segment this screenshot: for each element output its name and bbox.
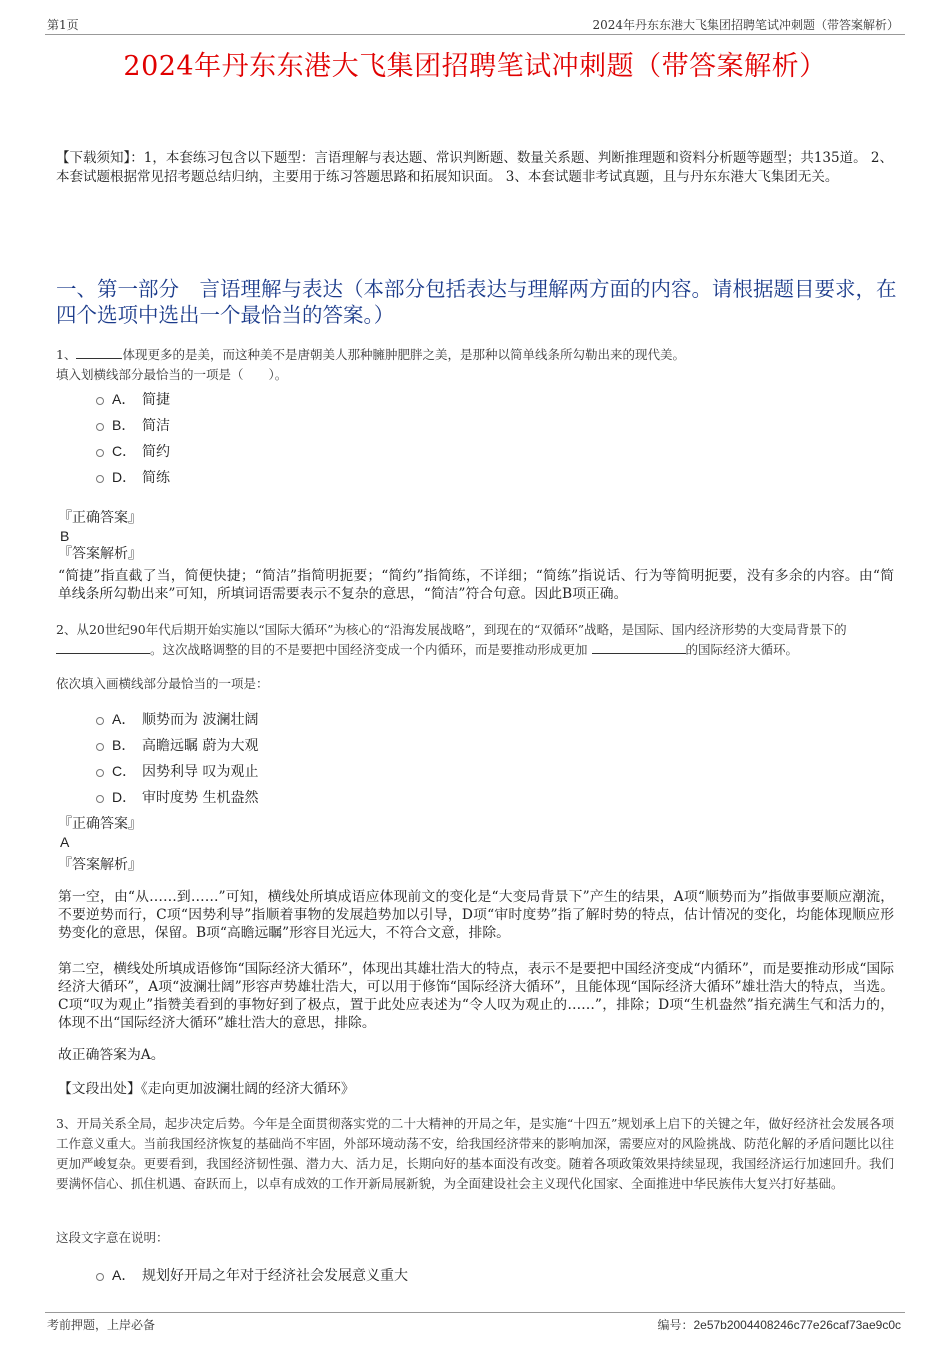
footer-slogan: 考前押题，上岸必备 bbox=[47, 1318, 156, 1332]
question-2-answer bbox=[58, 815, 893, 851]
question-number: 1、 bbox=[56, 347, 77, 362]
question-2-options bbox=[96, 706, 596, 810]
analysis-label: 『答案解析』 bbox=[58, 857, 142, 873]
question-3-stem: 3、开局关系全局，起步决定后势。今年是全面贯彻落实党的二十大精神的开局之年，是实施“十四五”规划承上启下的关键之年，做好经济社会发展各项工作意义重大。当前我国经济恢复的基础尚不牢固，外部环境动荡不安，给我国经济带来的影响加深，需要应对的风险挑战、防范化解的矛盾问题比以往更加严峻复杂。更要看到，我国经济韧性强、潜力大、活力足，长期向好的基本面没有改变。随着各项政策效果持续显现，我国经济运行加速回升。我们要满怀信心、抓住机遇、奋跃而上，以卓有成效的工作开新局展新貌，为全面建设社会主义现代化国家、全面推进中华民族伟大复兴打好基础。 bbox=[56, 1116, 894, 1191]
section-heading: 一、第一部分 言语理解与表达（本部分包括表达与理解两方面的内容。请根据题目要求，在四个选项中选出一个最恰当的答案。） bbox=[56, 277, 897, 327]
question-3-instruction: 这段文字意在说明： bbox=[56, 1230, 169, 1245]
page-header bbox=[45, 14, 905, 35]
radio-icon[interactable] bbox=[96, 743, 104, 751]
correct-answer-value: B bbox=[60, 528, 70, 544]
option-a[interactable]: A． 简捷 bbox=[96, 386, 596, 412]
option-c[interactable]: C． 因势利导 叹为观止 bbox=[96, 758, 596, 784]
page-number: 第1页 bbox=[47, 18, 79, 32]
option-b[interactable]: B． 简洁 bbox=[96, 412, 596, 438]
page-footer bbox=[45, 1312, 905, 1335]
option-b[interactable]: B． 高瞻远瞩 蔚为大观 bbox=[96, 732, 596, 758]
correct-answer-label: 『正确答案』 bbox=[58, 510, 142, 526]
question-1-analysis: “简捷”指直截了当，简便快捷；“简洁”指简明扼要；“简约”指简练，不详细；“简练”指说话、行为等简明扼要，没有多余的内容。由“简单线条所勾勒出来”可知，所填词语需要表示不复杂的意思，“简洁”符合句意。因此B项正确。 bbox=[58, 568, 894, 602]
question-2-analysis-2: 第二空，横线处所填成语修饰“国际经济大循环”，体现出其雄壮浩大的特点，表示不是要把中国经济变成“内循环”，而是要推动形成“国际经济大循环”，A项“波澜壮阔”形容声势雄壮浩大，可以用于修饰“国际经济大循环”，且能体现“国际经济大循环”雄壮浩大的特点，当选。C项“叹为观止”指赞美看到的事物好到了极点，置于此处应表述为“令人叹为观止的……”，排除；D项“生机盎然”指充满生气和活力的，体现不出“国际经济大循环”雄壮浩大的意思，排除。 bbox=[58, 961, 894, 1031]
question-instruction: 填入划横线部分最恰当的一项是（ ）。 bbox=[56, 367, 288, 382]
question-1-answer bbox=[58, 509, 893, 563]
fill-blank bbox=[592, 640, 686, 654]
fill-blank bbox=[56, 640, 150, 654]
option-a[interactable]: A． 顺势而为 波澜壮阔 bbox=[96, 706, 596, 732]
radio-icon[interactable] bbox=[96, 795, 104, 803]
radio-icon[interactable] bbox=[96, 769, 104, 777]
correct-answer-label: 『正确答案』 bbox=[58, 816, 142, 832]
question-3-options bbox=[96, 1262, 596, 1288]
radio-icon[interactable] bbox=[96, 717, 104, 725]
question-2-analysis-1: 第一空，由“从……到……”可知，横线处所填成语应体现前文的变化是“大变局背景下”产生的结果，A项“顺势而为”指做事要顺应潮流，不要逆势而行，C项“因势利导”指顺着事物的发展趋势加以引导，D项“审时度势”指了解时势的特点，估计情况的变化，均能体现顺应形势变化的意思，保留。B项“高瞻远瞩”形容目光远大，不符合文意，排除。 bbox=[58, 889, 894, 941]
option-c[interactable]: C． 简约 bbox=[96, 438, 596, 464]
document-code: 编号：2e57b2004408246c77e26caf73ae9c0c bbox=[657, 1318, 901, 1332]
radio-icon[interactable] bbox=[96, 397, 104, 405]
question-2-conclusion: 故正确答案为A。 bbox=[58, 1047, 165, 1063]
analysis-label: 『答案解析』 bbox=[58, 546, 142, 562]
question-2-source: 【文段出处】《走向更加波澜壮阔的经济大循环》 bbox=[58, 1081, 355, 1097]
question-2-instruction: 依次填入画横线部分最恰当的一项是： bbox=[56, 676, 269, 691]
radio-icon[interactable] bbox=[96, 475, 104, 483]
radio-icon[interactable] bbox=[96, 449, 104, 457]
download-notice: 【下载须知】：1，本套练习包含以下题型：言语理解与表达题、常识判断题、数量关系题、判断推理题和资料分析题等题型；共135道。 2、本套试题根据常见招考题总结归纳，主要用于练习答题思路和拓展知识面。 3、本套试题非考试真题，且与丹东东港大飞集团无关。 bbox=[56, 150, 893, 185]
radio-icon[interactable] bbox=[96, 1273, 104, 1281]
option-a[interactable]: A． 规划好开局之年对于经济社会发展意义重大 bbox=[96, 1262, 596, 1288]
question-1-options bbox=[96, 386, 596, 490]
correct-answer-value: A bbox=[60, 834, 70, 850]
option-d[interactable]: D． 简练 bbox=[96, 464, 596, 490]
question-text: 体现更多的是美，而这种美不是唐朝美人那种臃肿肥胖之美，是那种以简单线条所勾勒出来的现代美。 bbox=[122, 347, 685, 362]
fill-blank bbox=[76, 345, 122, 359]
option-d[interactable]: D． 审时度势 生机盎然 bbox=[96, 784, 596, 810]
running-title: 2024年丹东东港大飞集团招聘笔试冲刺题（带答案解析） bbox=[592, 18, 899, 32]
question-2-stem: 2、从20世纪90年代后期开始实施以“国际大循环”为核心的“沿海发展战略”，到现在的“双循环”战略，是国际、国内经济形势的大变局背景下的 。这次战略调整的目的不是要把中国经济变成一个内循环，而是要推动形成更加 的国际经济大循环。 bbox=[56, 622, 847, 657]
radio-icon[interactable] bbox=[96, 423, 104, 431]
document-title: 2024年丹东东港大飞集团招聘笔试冲刺题（带答案解析） bbox=[123, 51, 827, 82]
question-1-stem bbox=[56, 345, 901, 385]
